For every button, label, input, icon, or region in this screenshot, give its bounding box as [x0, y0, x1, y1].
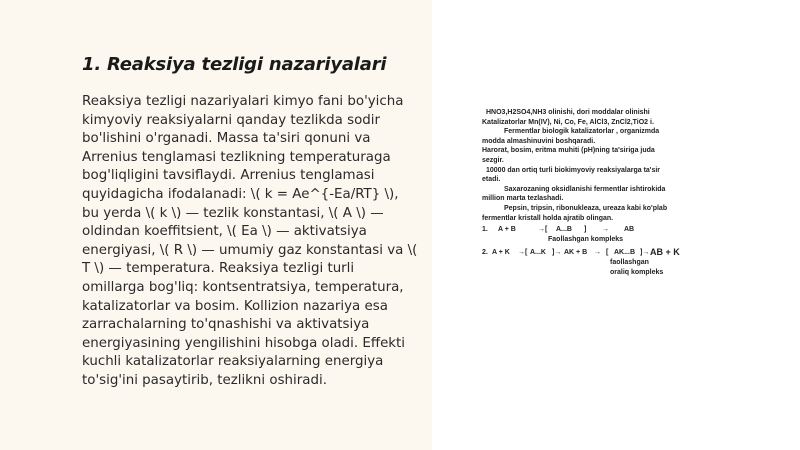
- scan-line: HNO3,H2SO4,NH3 olinishi, dori moddalar olinishi: [486, 109, 650, 116]
- scan-line: Pepsin, tripsin, ribonukleaza, ureaza kabi ko'plab: [504, 204, 668, 212]
- scan-line: etadi.: [482, 176, 501, 184]
- eq2-label2: oraliq kompleks: [610, 268, 664, 276]
- scan-line: fermentlar kristall holda ajratib olingan.: [482, 214, 614, 222]
- eq2-lhs: A + K: [492, 249, 510, 257]
- eq1-rhs: AB: [624, 226, 635, 234]
- eq1-arrow: →[: [538, 226, 548, 234]
- eq2-arrow2: →: [594, 249, 601, 257]
- equation-1: [482, 225, 742, 235]
- eq1-arrow2: →: [602, 226, 609, 234]
- slide-title: 1. Reaksiya tezligi nazariyalari: [82, 54, 387, 75]
- eq2-label1: faollashgan: [610, 258, 649, 266]
- eq2-complex1: A...K: [530, 249, 546, 257]
- slide-body: Reaksiya tezligi nazariyalari kimyo fani bo'yicha kimyoviy reaksiyalarni qanday tezlikda sodir bo'lishini o'rganadi. Massa ta'siri qonuni va Arrenius tenglamasi tezlikning temperaturaga bog'liqligini tavsiflaydi. Arrenius tenglamasi quyidagicha ifodalanadi: \( k = Ae^{-Ea/RT} \), bu yerda \( k \) — tezlik konstantasi, \( A \) — oldindan koeffitsient, \( Ea \) — aktivatsiya energiyasi, \( R \) — umumiy gaz konstantasi va \( T \) — temperatura. Reaksiya tezligi turli omillarga bog'liq: kontsentratsiya, temperatura, katalizatorlar va bosim. Kollizion nazariya esa zarrachalarning to'qnashishi va aktivatsiya energiyasining yengilishini hisobga oladi. Effekti kuchli katalizatorlar reaksiyalarning energiya to'sig'ini pasaytirib, tezlikni oshiradi.: [82, 94, 418, 388]
- scan-line: Fermentlar biologik katalizatorlar , organizmda: [504, 128, 660, 136]
- scan-line: Saxarozaning oksidlanishi fermentlar ishtirokida: [504, 185, 666, 193]
- eq2-mid: AK + B: [564, 249, 588, 257]
- eq1-label: Faollashgan kompleks: [548, 235, 624, 243]
- scan-line: Harorat, bosim, eritma muhiti (pH)ning ta'siriga juda: [482, 147, 655, 155]
- eq1-close: ]: [584, 226, 587, 234]
- eq2-complex2: AK...B: [614, 249, 635, 257]
- eq1-complex: A...B: [556, 226, 572, 234]
- eq1-number: 1.: [482, 226, 488, 234]
- eq2-rhs: AB + K: [650, 247, 680, 258]
- equation-2: [482, 248, 742, 258]
- eq2-number: 2.: [482, 249, 488, 257]
- scanned-text-image: [482, 108, 742, 277]
- scan-line: 10000 dan ortiq turli biokimyoviy reaksiyalarga ta'sir: [486, 166, 661, 174]
- scan-line: Katalizatorlar Mn(IV), Ni, Co, Fe, AlCl3, ZnCl2,TiO2 i.: [482, 118, 654, 126]
- eq2-close1: ]→: [552, 249, 562, 257]
- image-panel: [432, 0, 800, 450]
- scan-line: million marta tezlashadi.: [482, 195, 564, 203]
- scan-line: modda almashinuvini boshqaradi.: [482, 137, 596, 145]
- eq2-close2: ]→: [640, 249, 650, 257]
- eq1-lhs: A + B: [498, 226, 516, 234]
- scan-line: sezgir.: [482, 156, 504, 164]
- eq2-arrow: →[: [518, 249, 528, 257]
- eq2-open2: [: [606, 249, 609, 257]
